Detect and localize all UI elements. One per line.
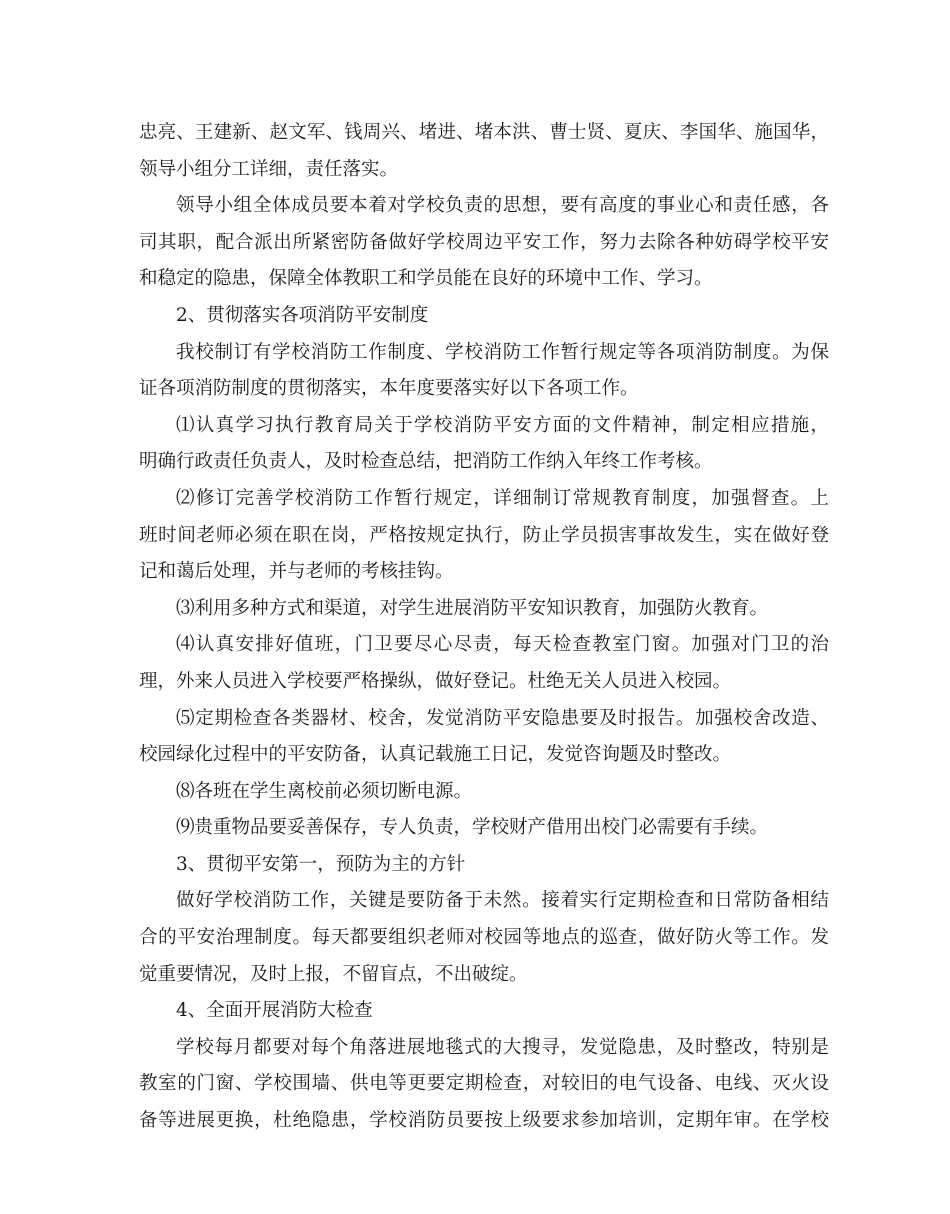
text-line: 备等进展更换，杜绝隐患，学校消防员要按上级要求参加培训，定期年审。在学校 — [139, 1110, 829, 1132]
text-line: ⑼贵重物品要妥善保存，专人负责，学校财产借用出校门必需要有手续。 — [176, 817, 769, 839]
text-line: 觉重要情况，及时上报，不留盲点，不出破绽。 — [139, 963, 528, 985]
text-line: 班时间老师必须在职在岗，严格按规定执行，防止学员损害事故发生，实在做好登 — [139, 524, 829, 546]
text-line: 学校每月都要对每个角落进展地毯式的大搜寻，发觉隐患，及时整改，特别是 — [176, 1036, 829, 1058]
text-line: ⑻各班在学生离校前必须切断电源。 — [176, 780, 473, 802]
text-line: 2、贯彻落实各项消防平安制度 — [176, 304, 429, 326]
text-line: 忠亮、王建新、赵文军、钱周兴、堵进、堵本洪、曹士贤、夏庆、李国华、施国华， — [139, 122, 829, 143]
text-line: 证各项消防制度的贯彻落实，本年度要落实好以下各项工作。 — [139, 378, 639, 400]
text-line: ⑸定期检查各类器材、校舍，发觉消防平安隐患要及时报告。加强校舍改造、 — [176, 707, 829, 729]
text-line: 司其职，配合派出所紧密防备做好学校周边平安工作，努力去除各种妨碍学校平安 — [139, 231, 829, 253]
text-line: 3、贯彻平安第一，预防为主的方针 — [176, 853, 466, 875]
text-line: ⑵修订完善学校消防工作暂行规定，详细制订常规教育制度，加强督查。上 — [176, 487, 829, 509]
text-line: 领导小组全体成员要本着对学校负责的思想，要有高度的事业心和责任感，各 — [176, 195, 829, 217]
document-body — [139, 115, 829, 1140]
text-line: ⑴认真学习执行教育局关于学校消防平安方面的文件精神，制定相应措施， — [176, 414, 829, 436]
text-line: 我校制订有学校消防工作制度、学校消防工作暂行规定等各项消防制度。为保 — [176, 341, 829, 363]
text-line: 领导小组分工详细，责任落实。 — [139, 158, 399, 180]
text-line: 校园绿化过程中的平安防备，认真记载施工日记，发觉咨询题及时整改。 — [139, 744, 732, 766]
text-line: 教室的门窗、学校围墙、供电等更要定期检查，对较旧的电气设备、电线、灭火设 — [139, 1073, 829, 1095]
text-line: 记和蔼后处理，并与老师的考核挂钩。 — [139, 561, 454, 583]
text-line: 做好学校消防工作，关键是要防备于未然。接着实行定期检查和日常防备相结 — [176, 890, 829, 912]
text-line: 和稳定的隐患，保障全体教职工和学员能在良好的环境中工作、学习。 — [139, 268, 713, 290]
text-line: ⑷认真安排好值班，门卫要尽心尽责，每天检查教室门窗。加强对门卫的治 — [176, 634, 829, 656]
text-line: ⑶利用多种方式和渠道，对学生进展消防平安知识教育，加强防火教育。 — [176, 597, 769, 619]
text-line: 理，外来人员进入学校要严格操纵，做好登记。杜绝无关人员进入校园。 — [139, 670, 732, 692]
text-line: 4、全面开展消防大检查 — [176, 1000, 373, 1022]
text-line: 明确行政责任负责人，及时检查总结，把消防工作纳入年终工作考核。 — [139, 451, 713, 473]
text-line: 合的平安治理制度。每天都要组织老师对校园等地点的巡查，做好防火等工作。发 — [139, 927, 829, 949]
